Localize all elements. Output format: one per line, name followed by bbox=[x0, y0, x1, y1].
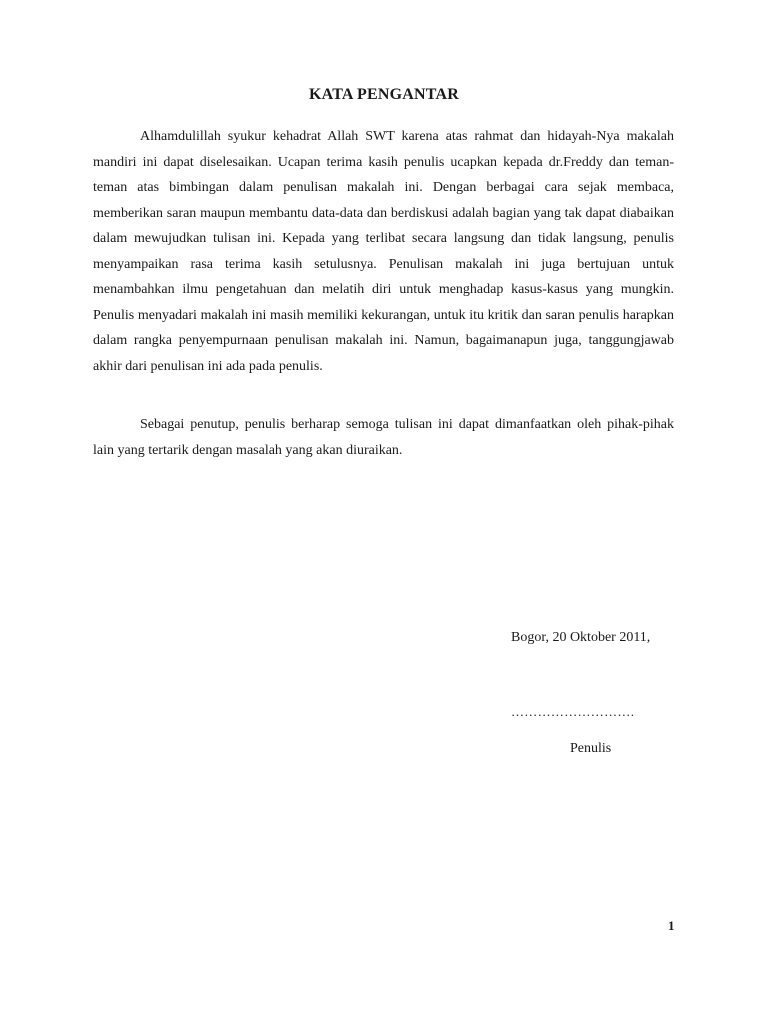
place-date: Bogor, 20 Oktober 2011, bbox=[511, 630, 651, 645]
body-paragraph-2: Sebagai penutup, penulis berharap semoga tulisan ini dapat dimanfaatkan oleh pihak-pihak lain yang tertarik dengan masalah yang akan diuraikan. bbox=[93, 417, 674, 458]
body-paragraph-1: Alhamdulillah syukur kehadrat Allah SWT karena atas rahmat dan hidayah-Nya makalah mandiri ini dapat diselesaikan. Ucapan terima kasih penulis ucapkan kepada dr.Freddy dan teman-teman atas bimbingan dalam penulisan makalah ini. Dengan berbagai cara sejak membaca, memberikan saran maupun membantu data-data dan berdiskusi adalah bagian yang tak dapat diabaikan dalam mewujudkan tulisan ini. Kepada yang terlibat secara langsung dan tidak langsung, penulis menyampaikan rasa terima kasih setulusnya. Penulisan makalah ini juga bertujuan untuk menambahkan ilmu pengetahuan dan melatih diri untuk menghadap kasus-kasus yang mungkin. Penulis menyadari makalah ini masih memiliki kekurangan, untuk itu kritik dan saran penulis harapkan dalam rangka penyempurnaan penulisan makalah ini. Namun, bagaimanapun juga, tanggungjawab akhir dari penulisan ini ada pada penulis. bbox=[93, 129, 674, 374]
signature-line: ………………………. bbox=[511, 704, 635, 719]
signer-name: Penulis bbox=[570, 741, 612, 756]
page-title: KATA PENGANTAR bbox=[309, 86, 459, 103]
page-number: 1 bbox=[668, 918, 675, 933]
